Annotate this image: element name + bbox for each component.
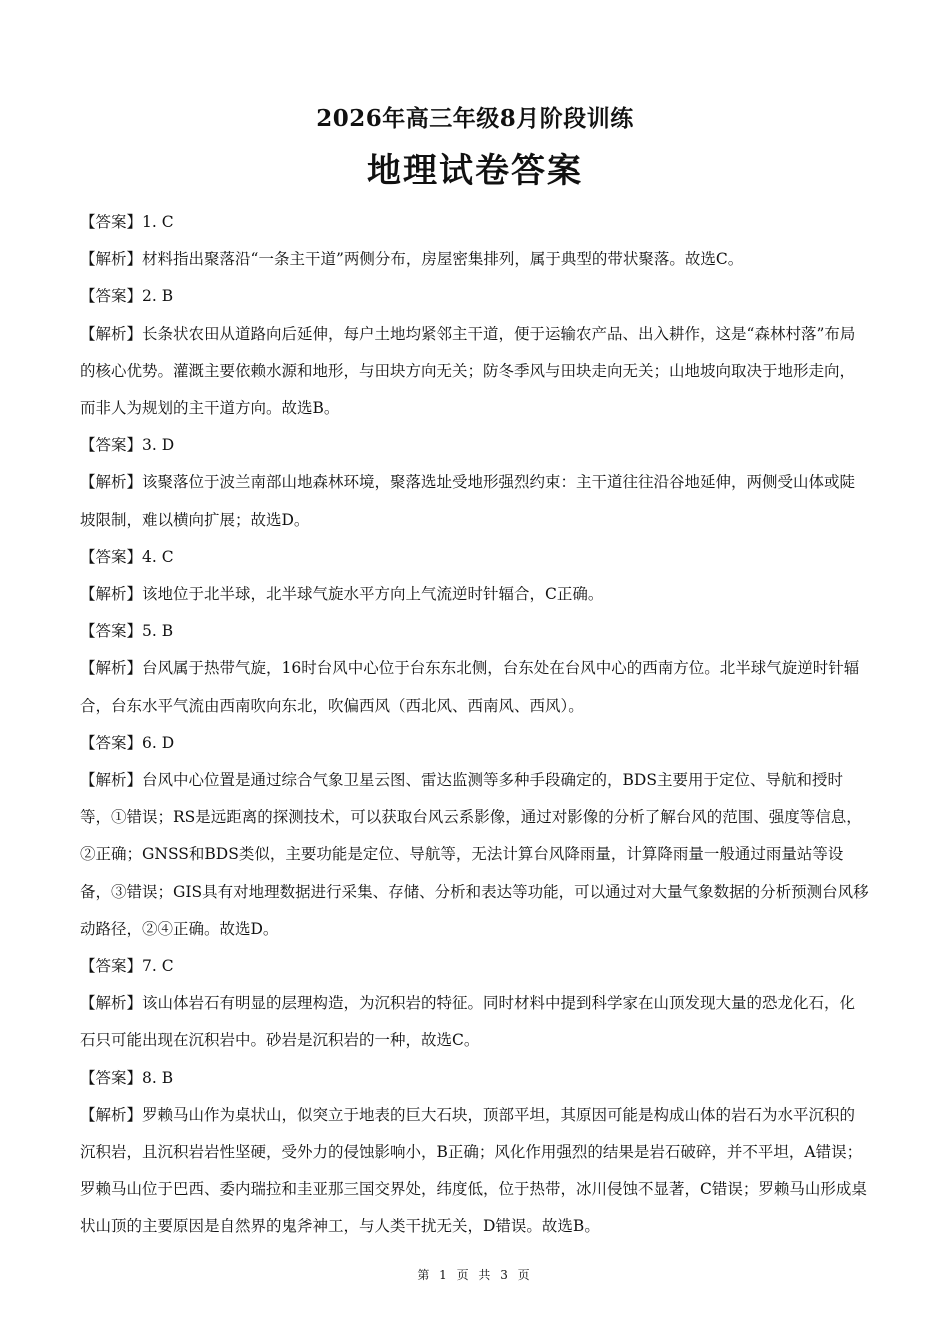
document-subtitle: 地理试卷答案 (367, 151, 583, 191)
entry-tag: 【答案】 (80, 1068, 143, 1087)
entry-text: 8. B (142, 1068, 174, 1087)
entry-tag: 【解析】 (80, 473, 143, 492)
explanation-entry (80, 985, 870, 1059)
entry-tag: 【答案】 (80, 287, 143, 306)
explanation-entry (80, 241, 870, 278)
entry-text: 台风属于热带气旋，16时台风中心位于台东东北侧，台东处在台风中心的西南方位。北半球气旋逆时针辐合，台东水平气流由西南吹向东北，吹偏西风（西北风、西南风、西风）。 (80, 659, 860, 715)
explanation-entry (80, 650, 870, 724)
entry-text: 5. B (142, 622, 174, 641)
entry-text: 7. C (142, 957, 174, 976)
entry-text: 1. C (142, 213, 174, 231)
answer-entry (80, 613, 870, 650)
page-number-footer: 第 1 页 共 3 页 (417, 1268, 533, 1282)
entry-text: 2. B (142, 287, 174, 306)
explanation-entry (80, 464, 870, 538)
answer-entry (80, 204, 870, 241)
entry-tag: 【解析】 (80, 585, 143, 604)
entry-tag: 【答案】 (80, 733, 143, 752)
entry-text: 4. C (142, 547, 174, 566)
entry-text: 3. D (142, 436, 175, 455)
entry-tag: 【答案】 (80, 547, 143, 566)
entry-tag: 【解析】 (80, 324, 143, 343)
answer-entry (80, 725, 870, 762)
entry-text: 6. D (142, 733, 175, 752)
entry-text: 台风中心位置是通过综合气象卫星云图、雷达监测等多种手段确定的，BDS主要用于定位、导航和授时等，①错误；RS是远距离的探测技术，可以获取台风云系影像，通过对影像的分析了解台风的范围、强度等信息，②正确；GNSS和BDS类似，主要功能是定位、导航等，无法计算台风降雨量，计算降雨量一般通过雨量站等设备，③错误；GIS具有对地理数据进行采集、存储、分析和表达等功能，可以通过对大量气象数据的分析预测台风移动路径，②④正确。故选D。 (80, 771, 869, 938)
answer-entry (80, 539, 870, 576)
answer-entry (80, 427, 870, 464)
entry-tag: 【解析】 (80, 659, 143, 678)
entry-tag: 【答案】 (80, 622, 143, 641)
entry-text: 罗赖马山作为桌状山，似突立于地表的巨大石块，顶部平坦，其原因可能是构成山体的岩石为水平沉积的沉积岩，且沉积岩岩性坚硬，受外力的侵蚀影响小，B正确；风化作用强烈的结果是岩石破碎，并不平坦，A错误；罗赖马山位于巴西、委内瑞拉和圭亚那三国交界处，纬度低，位于热带，冰川侵蚀不显著，C错误；罗赖马山形成桌状山顶的主要原因是自然界的鬼斧神工，与人类干扰无关，D错误。故选B。 (80, 1105, 867, 1236)
answer-entry (80, 278, 870, 315)
entry-tag: 【解析】 (80, 771, 143, 790)
explanation-entry (80, 576, 870, 613)
entry-tag: 【答案】 (80, 213, 143, 231)
answer-entry (80, 948, 870, 985)
explanation-entry (80, 316, 870, 428)
explanation-entry (80, 1097, 870, 1246)
entry-text: 材料指出聚落沿“一条主干道”两侧分布，房屋密集排列，属于典型的带状聚落。故选C。 (142, 250, 744, 269)
entry-text: 该山体岩石有明显的层理构造，为沉积岩的特征。同时材料中提到科学家在山顶发现大量的恐龙化石，化石只可能出现在沉积岩中。砂岩是沉积岩的一种，故选C。 (80, 994, 856, 1050)
answer-entry (80, 1060, 870, 1097)
answer-list (80, 204, 870, 1246)
entry-tag: 【答案】 (80, 957, 143, 976)
explanation-entry (80, 762, 870, 948)
entry-tag: 【解析】 (80, 1105, 143, 1124)
entry-tag: 【答案】 (80, 436, 143, 455)
entry-text: 长条状农田从道路向后延伸，每户土地均紧邻主干道，便于运输农产品、出入耕作，这是“森林村落”布局的核心优势。灌溉主要依赖水源和地形，与田块方向无关；防冬季风与田块走向无关；山地坡向取决于地形走向，而非人为规划的主干道方向。故选B。 (80, 324, 856, 418)
entry-text: 该聚落位于波兰南部山地森林环境，聚落选址受地形强烈约束：主干道往往沿谷地延伸，两侧受山体或陡坡限制，难以横向扩展；故选D。 (80, 473, 856, 529)
document-title: 2026年高三年级8月阶段训练 (316, 105, 634, 132)
entry-tag: 【解析】 (80, 250, 143, 269)
entry-text: 该地位于北半球，北半球气旋水平方向上气流逆时针辐合，C正确。 (142, 585, 604, 604)
entry-tag: 【解析】 (80, 994, 143, 1013)
